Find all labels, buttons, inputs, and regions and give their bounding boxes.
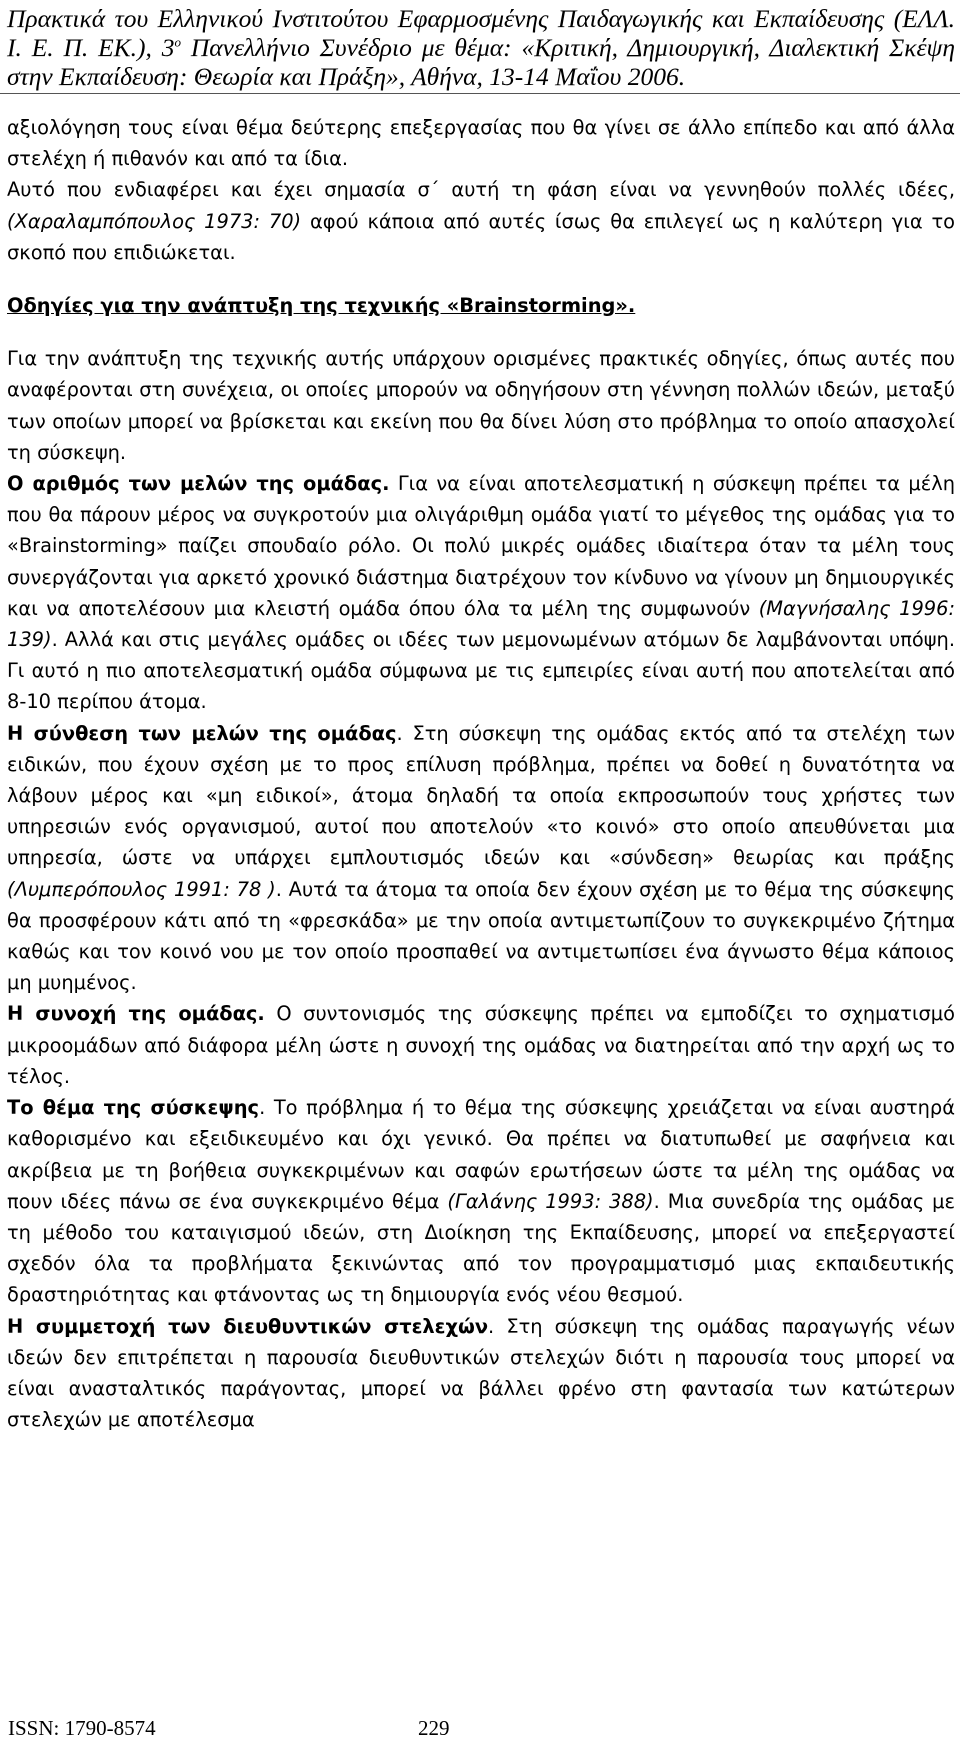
guideline-text: . Στη σύσκεψη της ομάδας εκτός από τα στελέχη των ειδικών, που έχουν σχέση με το προς επίλυση πρόβλημα, πρέπει να δοθεί η δυνατότητα να λάβουν μέρος και «μη ειδικοί», άτομα δηλαδή τα οποία εκπροσωπούν τους χρήστες των υπηρεσιών ενός οργανισμού, αυτοί που αποτελούν «το κοινό» στο οποίο απευθύνεται μια υπηρεσία, ώστε να υπάρχει εμπλουτισμός ιδεών και «σύνδεση» θεωρίας και πράξης bbox=[7, 721, 955, 870]
citation: (Γαλάνης 1993: 388) bbox=[447, 1189, 654, 1213]
header-line-2-end: Πανελλήνιο Συνέδριο με θέμα: «Κριτική, Δημιουργική, Διαλεκτική Σκέψη bbox=[181, 33, 955, 62]
guideline-executives bbox=[7, 1311, 955, 1436]
guideline-text: . Στη σύσκεψη της ομάδας παραγωγής νέων ιδεών δεν επιτρέπεται η παρουσία διευθυντικών στελεχών διότι η παρουσία τους μπορεί να είναι ανασταλτικός παράγοντας, μπορεί να βάλλει φρένο στη φαντασία των κατώτερων στελεχών με αποτέλεσμα bbox=[7, 1314, 955, 1432]
guideline-title: Το θέμα της σύσκεψης bbox=[7, 1096, 260, 1120]
guideline-text: . Το πρόβλημα ή το θέμα της σύσκεψης χρειάζεται να είναι αυστηρά καθορισμένο και εξειδικευμένο και όχι γενικό. Θα πρέπει να διατυπωθεί με σαφήνεια και ακρίβεια με τη βοήθεια συγκεκριμένων και σαφών ερωτήσεων ώστε τα μέλη της ομάδας να πουν ιδέες πάνω σε ένα συγκεκριμένο θέμα bbox=[7, 1096, 956, 1213]
guideline-text: Ο συντονισμός της σύσκεψης πρέπει να εμποδίζει το σχηματισμό μικροομάδων από διάφορα μέλη ώστε η συνοχή της ομάδας να διατηρείται από την αρχή ως το τέλος. bbox=[7, 1002, 956, 1088]
header-line-3: στην Εκπαίδευση: Θεωρία και Πράξη», Αθήνα, 13-14 Μαΐου 2006. bbox=[7, 62, 686, 91]
citation: (Χαραλαμπόπουλος 1973: 70) bbox=[7, 209, 302, 233]
guideline-text-end: . Μια συνεδρία της ομάδας με τη μέθοδο του καταιγισμού ιδεών, στη Διοίκηση της Εκπαίδευσης, μπορεί να επεξεργαστεί σχεδόν όλα τα προβλήματα ξεκινώντας από τον προγραμματισμό μιας εκπαιδευτικής δραστηριότητας και φτάνοντας ως τη δημιουργία ενός νέου θεσμού. bbox=[7, 1189, 955, 1307]
guideline-title: Ο αριθμός των μελών της ομάδας. bbox=[7, 472, 390, 496]
guideline-text-end: . Αυτά τα άτομα τα οποία δεν έχουν σχέση με το θέμα της σύσκεψης θα προσφέρουν κάτι από τη «φρεσκάδα» με την οποία αντιμετωπίζουν το συγκεκριμένο ζήτημα καθώς και τον κοινό νου με τον οποίο προσπαθεί να αντιμετωπίσει ένα άγνωστο θέμα κάποιος μη μυημένος. bbox=[7, 877, 955, 995]
guideline-cohesion bbox=[7, 998, 955, 1092]
page-footer bbox=[8, 1716, 948, 1746]
body-text bbox=[7, 112, 955, 1435]
intro-paragraph-1: αξιολόγηση τους είναι θέμα δεύτερης επεξεργασίας που θα γίνει σε άλλο επίπεδο και από άλλα στελέχη ή πιθανόν και από τα ίδια. bbox=[7, 116, 955, 171]
spacer bbox=[7, 321, 955, 343]
section-heading: Οδηγίες για την ανάπτυξη της τεχνικής «Brainstorming». bbox=[7, 294, 636, 318]
guideline-title: Η συνοχή της ομάδας. bbox=[7, 1002, 265, 1026]
intro-paragraph-2-text-end: αφού κάποια από αυτές ίσως θα επιλεγεί ως η καλύτερη για το σκοπό που επιδιώκεται. bbox=[7, 209, 955, 264]
spacer bbox=[7, 268, 955, 290]
guideline-members-count bbox=[7, 468, 955, 718]
citation: (Λυμπερόπουλος 1991: 78 ) bbox=[7, 877, 276, 901]
running-header bbox=[7, 4, 955, 91]
citation: (Μαγνήσαλης 1996: 139) bbox=[7, 596, 955, 652]
issn-label: ISSN: 1790-8574 bbox=[8, 1716, 156, 1740]
page-number: 229 bbox=[418, 1716, 450, 1740]
header-line-2-start: Ι. Ε. Π. ΕΚ.), 3 bbox=[7, 33, 175, 62]
ordinal-superscript: ο bbox=[174, 34, 182, 50]
guideline-text-end: . Αλλά και στις μεγάλες ομάδες οι ιδέες των μεμονωμένων ατόμων δε λαμβάνονται υπόψη. Γι αυτό η πιο αποτελεσματική ομάδα σύμφωνα με τις εμπειρίες είναι αυτή που αποτελείται από 8-10 περίπου άτομα. bbox=[7, 628, 955, 714]
guideline-title: Η συμμετοχή των διευθυντικών στελεχών bbox=[7, 1314, 489, 1338]
guideline-topic bbox=[7, 1092, 955, 1310]
guideline-text: Για να είναι αποτελεσματική η σύσκεψη πρέπει τα μέλη που θα πάρουν μέρος να συγκροτούν μια ολιγάριθμη ομάδα γιατί το μέγεθος της ομάδας για το «Brainstorming» παίζει σπουδαίο ρόλο. Οι πολύ μικρές ομάδες ιδιαίτερα όταν τα μέλη τους συνεργάζονται για αρκετό χρονικό διάστημα διατρέχουν τον κίνδυνο να γίνουν μη δημιουργικές και να αποτελέσουν μια κλειστή ομάδα όπου όλα τα μέλη της συμφωνούν bbox=[7, 472, 955, 620]
header-line-2 bbox=[7, 33, 955, 62]
intro-paragraph-2-text: Αυτό που ενδιαφέρει και έχει σημασία σ΄ αυτή τη φάση είναι να γεννηθούν πολλές ιδέες, bbox=[7, 178, 955, 202]
section-intro-paragraph: Για την ανάπτυξη της τεχνικής αυτής υπάρχουν ορισμένες πρακτικές οδηγίες, όπως αυτές που αναφέρονται στη συνέχεια, οι οποίες μπορούν να οδηγήσουν στη γέννηση πολλών ιδεών, μεταξύ των οποίων μπορεί να βρίσκεται και εκείνη που θα δίνει λύση στο πρόβλημα το οποίο απασχολεί τη σύσκεψη. bbox=[7, 347, 955, 464]
guideline-title: Η σύνθεση των μελών της ομάδας bbox=[7, 721, 397, 745]
header-line-1: Πρακτικά του Ελληνικού Ινστιτούτου Εφαρμοσμένης Παιδαγωγικής και Εκπαίδευσης (ΕΛΛ. bbox=[7, 4, 955, 33]
guideline-composition bbox=[7, 718, 955, 999]
header-divider bbox=[0, 93, 960, 94]
intro-paragraph-2 bbox=[7, 174, 955, 268]
